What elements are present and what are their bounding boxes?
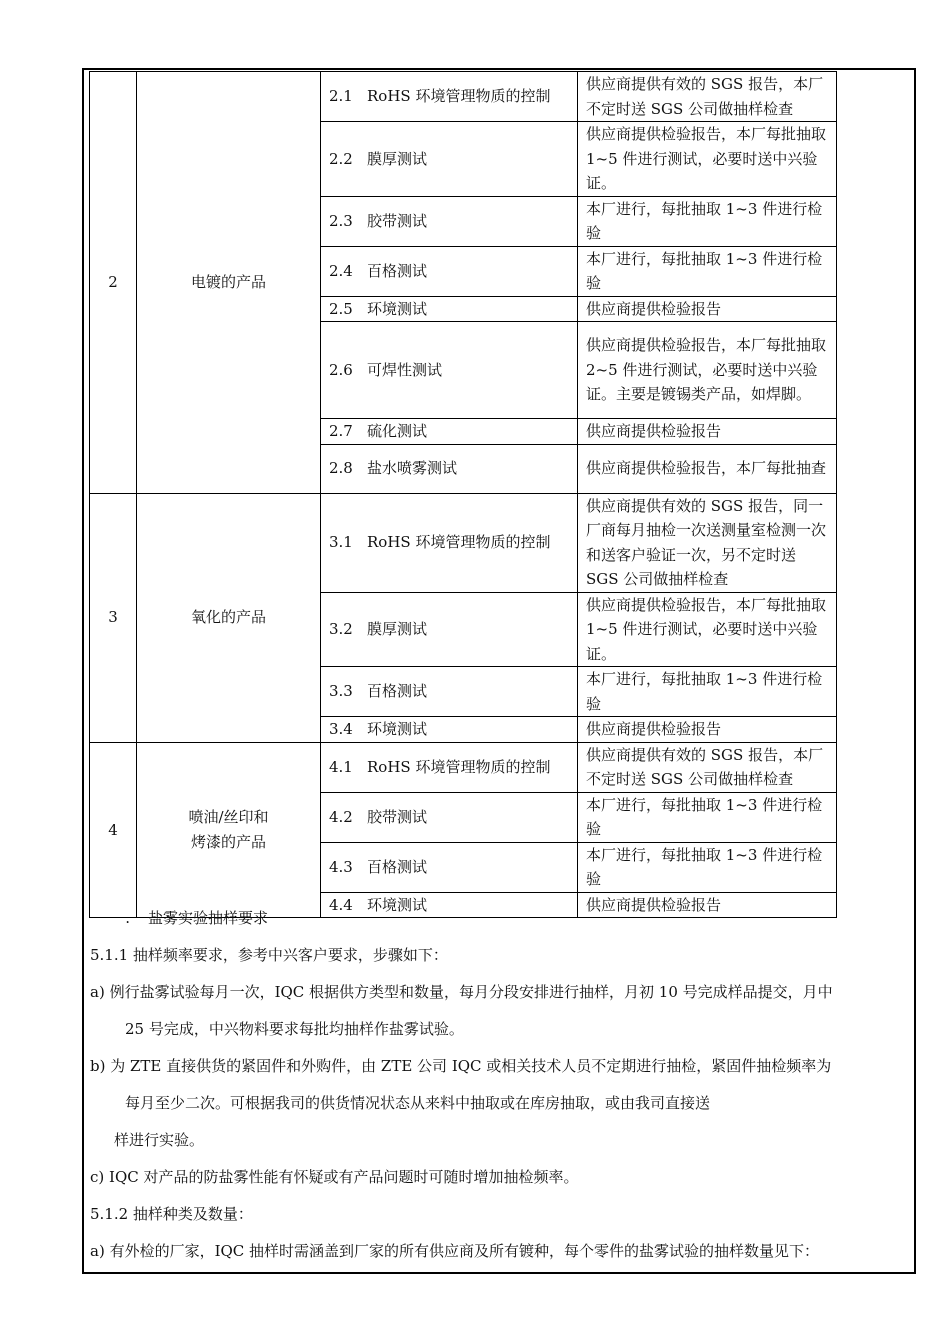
test-requirement: 供应商提供检验报告，本厂每批抽查: [578, 444, 837, 493]
test-requirement: 本厂进行，每批抽取 1~3 件进行检验: [578, 246, 837, 296]
test-requirement: 本厂进行，每批抽取 1~3 件进行检验: [578, 667, 837, 717]
test-item: 3.2 膜厚测试: [321, 592, 578, 667]
test-item: 2.2 膜厚测试: [321, 122, 578, 197]
test-requirement: 供应商提供检验报告，本厂每批抽取 1~5 件进行测试，必要时送中兴验证。: [578, 592, 837, 667]
test-item: 2.4 百格测试: [321, 246, 578, 296]
test-item: 3.3 百格测试: [321, 667, 578, 717]
test-item: 3.1 RoHS 环境管理物质的控制: [321, 493, 578, 592]
test-item: 2.7 硫化测试: [321, 419, 578, 445]
item-a-line2: 25 号完成，中兴物料要求每批均抽样作盐雾试验。: [125, 1020, 464, 1038]
table-row: [90, 72, 837, 122]
group-number: 3: [90, 493, 137, 742]
test-requirement: 供应商提供有效的 SGS 报告，本厂不定时送 SGS 公司做抽样检查: [578, 72, 837, 122]
group-category: 喷油/丝印和 烤漆的产品: [137, 742, 321, 918]
paragraph-5-1-2: 5.1.2 抽样种类及数量：: [90, 1205, 253, 1223]
item-b-line2: 每月至少二次。可根据我司的供货情况状态从来料中抽取或在库房抽取，或由我司直接送: [125, 1094, 711, 1112]
test-requirement: 本厂进行，每批抽取 1~3 件进行检验: [578, 842, 837, 892]
test-requirement: 供应商提供检验报告: [578, 892, 837, 918]
test-requirement: 供应商提供检验报告，本厂每批抽取 2~5 件进行测试，必要时送中兴验证。主要是镀锡类产品，如焊脚。: [578, 322, 837, 419]
table-row: [90, 742, 837, 792]
test-item: 4.4 环境测试: [321, 892, 578, 918]
group-number: 4: [90, 742, 137, 918]
inspection-table: [89, 71, 837, 918]
group-category: 氧化的产品: [137, 493, 321, 742]
paragraph-5-1-1: 5.1.1 抽样频率要求，参考中兴客户要求，步骤如下：: [90, 946, 448, 964]
table-row: [90, 493, 837, 592]
section-heading: . 盐雾实验抽样要求: [125, 909, 269, 927]
test-item: 2.6 可焊性测试: [321, 322, 578, 419]
test-requirement: 供应商提供有效的 SGS 报告，本厂不定时送 SGS 公司做抽样检查: [578, 742, 837, 792]
test-item: 2.3 胶带测试: [321, 196, 578, 246]
test-requirement: 供应商提供检验报告，本厂每批抽取 1~5 件进行测试，必要时送中兴验证。: [578, 122, 837, 197]
test-item: 4.3 百格测试: [321, 842, 578, 892]
test-requirement: 供应商提供检验报告: [578, 419, 837, 445]
test-requirement: 本厂进行，每批抽取 1~3 件进行检验: [578, 792, 837, 842]
test-requirement: 本厂进行，每批抽取 1~3 件进行检验: [578, 196, 837, 246]
salt-spray-section: [90, 900, 910, 1270]
test-item: 2.8 盐水喷雾测试: [321, 444, 578, 493]
test-item: 4.2 胶带测试: [321, 792, 578, 842]
test-item: 2.1 RoHS 环境管理物质的控制: [321, 72, 578, 122]
item-b-line1: b) 为 ZTE 直接供货的紧固件和外购件，由 ZTE 公司 IQC 或相关技术人员不定期进行抽检，紧固件抽检频率为: [90, 1057, 832, 1075]
item-c-line1: c) IQC 对产品的防盐雾性能有怀疑或有产品问题时可随时增加抽检频率。: [90, 1168, 579, 1186]
test-item: 3.4 环境测试: [321, 717, 578, 743]
test-requirement: 供应商提供检验报告: [578, 717, 837, 743]
group-category: 电镀的产品: [137, 72, 321, 494]
test-requirement: 供应商提供有效的 SGS 报告，同一厂商每月抽检一次送测量室检测一次和送客户验证一次，另不定时送 SGS 公司做抽样检查: [578, 493, 837, 592]
test-requirement: 供应商提供检验报告: [578, 296, 837, 322]
item-a-line1: a) 例行盐雾试验每月一次，IQC 根据供方类型和数量，每月分段安排进行抽样，月初 10 号完成样品提交，月中: [90, 983, 833, 1001]
item-b-line3: 样进行实验。: [114, 1131, 205, 1149]
test-item: 2.5 环境测试: [321, 296, 578, 322]
item-a2-line1: a) 有外检的厂家，IQC 抽样时需涵盖到厂家的所有供应商及所有镀种，每个零件的盐雾试验的抽样数量见下：: [90, 1242, 820, 1260]
test-item: 4.1 RoHS 环境管理物质的控制: [321, 742, 578, 792]
group-number: 2: [90, 72, 137, 494]
